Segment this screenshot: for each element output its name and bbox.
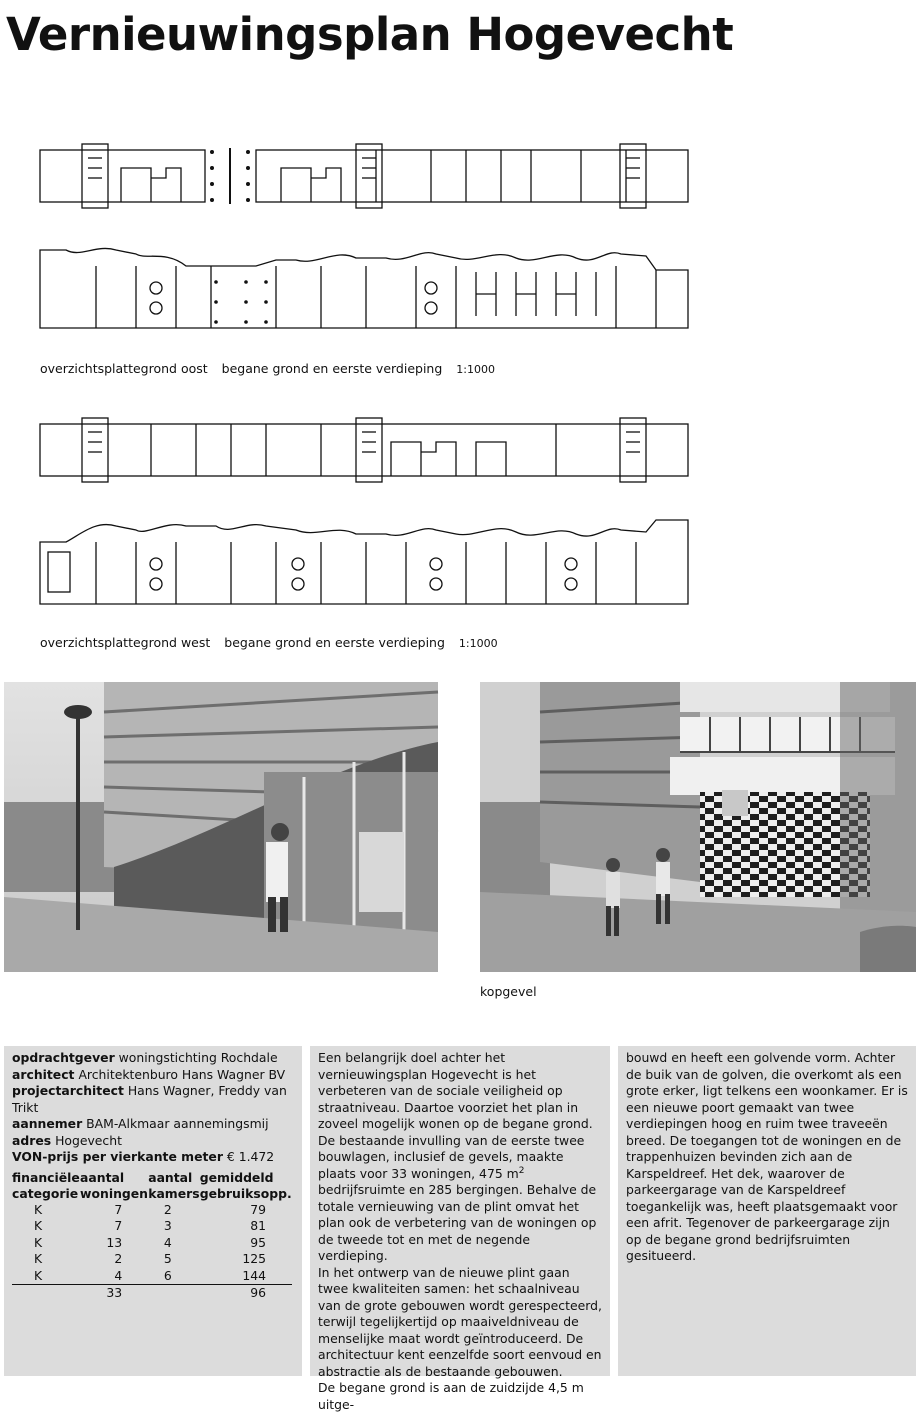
paragraph: In het ontwerp van de nieuwe plint gaan twee kwaliteiten samen: het schaalniveau van de grote gebouwen wordt gerespecteerd, terwijl tegelijkertijd op maaiveldniveau de menselijke maat wordt geïntroduceerd. De architectuur kent eenzelfde soort eenvoud en abstractie als de bestaande gebouwen.	[318, 1264, 602, 1379]
table-row: K 13 4 95	[34, 1234, 266, 1250]
table-row: K 2 5 125	[34, 1251, 266, 1266]
floorplan-oost-first-floor	[36, 138, 696, 214]
info-opdrachtgever: opdrachtgever woningstichting Rochdale	[12, 1050, 278, 1065]
plan-oost-caption	[40, 361, 495, 376]
plan-west-scale: 1:1000	[458, 636, 498, 650]
plan-oost-floors: begane grond en eerste verdieping	[221, 360, 443, 376]
plan-oost-name: overzichtsplattegrond oost	[40, 360, 208, 376]
col-header-woningen: aantal woningen	[80, 1169, 148, 1201]
photo-caption-kopgevel: kopgevel	[480, 984, 537, 999]
floorplan-west-first-floor	[36, 412, 696, 488]
info-architect: architect Architektenburo Hans Wagner BV	[12, 1066, 286, 1082]
category-table	[12, 1170, 292, 1302]
paragraph: De bestaande invulling van de eerste twee bouwlagen, inclusief de gevels, maakte plaats voor 33 woningen, 475 $m^2$ bedrijfsruimte en 285 bergingen. Behalve de totale vernieuwing van de plint omvat het plan ook de verbetering van de woningen op de tweede tot en met de negende verdieping.	[318, 1132, 597, 1263]
col-header-categorie: financiële categorie	[12, 1169, 80, 1201]
info-aannemer: aannemer BAM-Alkmaar aannemingsmij	[12, 1116, 269, 1131]
body-text-column-2	[310, 1046, 610, 1412]
plan-west-name: overzichtsplattegrond west	[40, 634, 211, 650]
table-total-row: 33 96	[12, 1285, 292, 1302]
info-column	[4, 1046, 302, 1376]
col-header-gebruiksopp: gemiddeld gebruiksopp.	[199, 1169, 292, 1201]
table-row: K 4 6 144	[34, 1267, 266, 1283]
info-projectarchitect: projectarchitect Hans Wagner, Freddy van Trikt	[12, 1083, 287, 1115]
floorplan-oost-ground-floor	[36, 236, 696, 336]
plan-oost-scale: 1:1000	[456, 362, 495, 376]
col-header-kamers: aantal kamers	[148, 1169, 200, 1201]
table-row: K 7 3 81	[34, 1218, 266, 1233]
paragraph: Een belangrijk doel achter het vernieuwingsplan Hogevecht is het verbeteren van de sociale veiligheid op straatniveau. Daartoe voorziet het plan in zoveel mogelijk wonen op de begane grond.	[318, 1050, 593, 1131]
table-row: K 7 2 79	[34, 1201, 266, 1217]
body-text-column-3	[618, 1046, 916, 1376]
paragraph: bouwd en heeft een golvende vorm. Achter de buik van de golven, die overkomt als een grote erker, ligt telkens een woonkamer. Er is een nieuwe poort gemaakt van twee verdiepingen hoog en ruim twee traveeën breed. De toegangen tot de woningen en de trappenhuizen bevinden zich aan de Karspeldreef. Het dek, waarover de parkeergarage van de Karspeldreef toegankelijk was, heeft plaatsgemaakt voor een afrit. Tegenover de parkeergarage zijn op de begane grond bedrijfsruimten gesitueerd.	[626, 1050, 908, 1263]
info-von-prijs: VON-prijs per vierkante meter € 1.472	[12, 1149, 275, 1164]
page-title: Vernieuwingsplan Hogevecht	[6, 8, 734, 61]
photo-kopgevel	[480, 682, 916, 972]
paragraph: De begane grond is aan de zuidzijde 4,5 m uitge-	[318, 1380, 584, 1412]
floorplan-west-ground-floor	[36, 512, 696, 612]
info-adres: adres Hogevecht	[12, 1132, 122, 1148]
photo-street-view	[4, 682, 438, 972]
plan-west-floors: begane grond en eerste verdieping	[224, 634, 445, 650]
plan-west-caption	[40, 635, 498, 650]
